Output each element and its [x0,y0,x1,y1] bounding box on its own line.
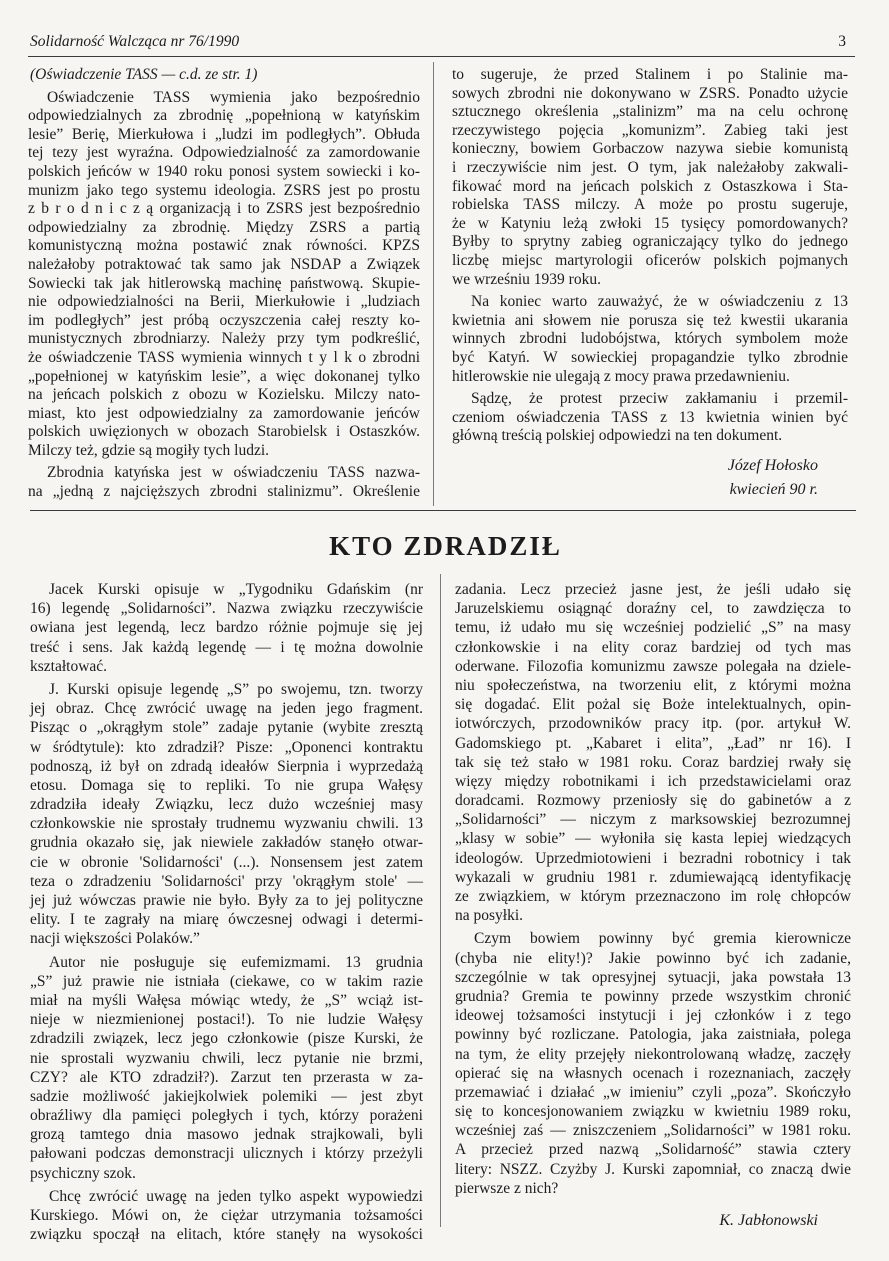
text-line: we wrześniu 1939 roku. [452,270,601,288]
text-line: „popełnionej w katyńskim lesie”, a więc dokonanej tylko [28,367,420,385]
section-rule [30,510,856,511]
bottom-article-right-column [455,580,851,1230]
top-article-right-column [452,66,848,502]
text-line: ze związkiem, w którym przeznaczono im rolę chłopców [455,888,851,905]
text-line: kształtować. [30,657,108,675]
text-line: grudnia? Gremia te powinny przede wszystkim chronić [455,987,851,1005]
paragraph [28,89,420,461]
publication-title: Solidarność Walcząca nr 76/1990 [30,33,240,50]
text-line: zadania. Lecz przecież jasne jest, że jeśli udało się [455,581,851,598]
text-line: Jacek Kurski opisuje w „Tygodniku Gdańskim (nr [49,581,423,598]
running-header [30,33,846,51]
text-line: oderwane. Filozofia komunizmu zawsze polegała na dziele- [455,657,851,675]
text-line: rzeczywistego pojęcia „komunizm”. Zabieg taki jest [452,121,848,139]
paragraph [30,580,423,676]
text-line: że w Katyniu leżą zwłoki 15 tysięcy pomordowanych? [452,214,848,232]
text-line: tej tezy jest wyraźna. Odpowiedzialność za zamordowanie [28,144,420,162]
text-line: nacji większości Polaków.” [30,930,200,948]
paragraph [30,1187,423,1245]
paragraph [30,953,423,1183]
text-line: przemawiać i działać „w imieniu” czyli „poza”. Skończyło [455,1083,851,1101]
text-line: na posyłki. [455,907,524,925]
text-line: Autor nie posługuje się eufemizmami. 13 grudnia [49,953,423,971]
text-line: jej już wówczas prawie nie było. Były za to jej polityczne [30,892,423,909]
paragraph [30,680,423,949]
text-line: owiana jest legendą, lecz bardzo różnie pojmuje się jej [30,619,423,637]
text-line: „S” już prawie nie istniała (ciekawe, co w takim razie [30,972,423,990]
paragraph [452,66,848,289]
text-line: odpowiedzialny za zbrodnię. Między ZSRS a partią [28,218,420,236]
text-line: pierwsze z nich? [455,1179,559,1197]
text-line: Czym bowiem powinny być gremia kierownicze [474,930,851,948]
text-line: 16) legendę „Solidarności”. Nazwa związku rzeczywiście [30,600,423,618]
text-line: Na koniec warto zauważyć, że w oświadczeniu z 13 [471,293,848,311]
text-line: kwietnia ani słowem nie porusza się też kwestii ukarania [452,311,848,329]
column-divider [433,62,434,506]
byline-author: K. Jabłonowski [719,1212,818,1229]
text-line: ideowej tożsamości instytucji i jej członków i z tego [455,1007,851,1025]
text-line: doradcami. Rozmowy przeniosły się do gabinetów a z [455,792,851,810]
text-line: czeniom oświadczenia TASS z 13 kwietnia winien być [452,408,848,426]
signature [452,454,848,502]
text-line: Jaruzelskiemu osiągnąć doraźny cel, to zawdzięcza to [455,600,851,618]
text-line: Pisząc o „okrągłym stole” zadaje pytanie (wybite zresztą [30,719,423,737]
text-line: CZY? ale KTO zdradził?). Zarzut ten przerasta w za- [30,1068,423,1086]
text-line: miast, kto jest odpowiedzialny za zamordowanie jeńców [28,404,420,422]
text-line: sztucznego określenia „stalinizm” ma na celu ochronę [452,103,848,121]
text-line: powinny być rozliczane. Patologia, jaka zaistniała, polega [455,1026,851,1044]
text-line: winnych zbrodni ludobójstwa, których symbolem może [452,330,848,348]
text-line: etosu. Domaga się to repliki. To nie grupa Wałęsy [30,776,423,794]
text-line: grudnia okazało się, jak niewiele zakładów stanęło otwar- [30,834,423,852]
text-line: Chcę zwrócić uwagę na jeden tylko aspekt wypowiedzi [49,1187,423,1205]
text-line: munizm jako tego systemu ideologia. ZSRS jest po prostu [28,181,420,199]
text-line: nie odpowiedzialności na Berii, Mierkułowie i „ludziach [28,293,420,311]
text-line: (chyba nie elity!)? Jakie powinno być ich zadanie, [455,949,851,967]
text-line: „Solidarności” — niczym z marksowskiej bezrozumnej [455,811,851,829]
text-line: Zbrodnia katyńska jest w oświadczeniu TASS nazwa- [47,464,420,482]
text-line: z b r o d n i c z ą organizacją i to ZSRS jest bezpośrednio [28,200,420,218]
text-line: A przecież przed nazwą „Solidarność” stawia cztery [455,1141,851,1159]
text-line: że oświadczenie TASS wymienia winnych t y l k o zbrodni [28,348,420,366]
text-line: odpowiedzialnych za zbrodnię „popełnioną w katyńskim [28,107,420,125]
text-line: polskich jeńców w 1940 roku ponosi system sowiecki i ko- [28,162,420,180]
text-line: robielska TASS milczy. A może po prostu sugeruje, [452,196,848,214]
text-line: iotwórczych, przodowników pracy itp. (por. artykuł W. [455,715,851,733]
text-line: fikować mord na jeńcach polskich z Ostaszkowa i Sta- [452,177,848,195]
signature-date: kwiecień 90 r. [729,480,818,498]
text-line: na jeńcach polskich z obozu w Kozielsku. Milczy nato- [28,386,420,404]
text-line: psychiczny szok. [30,1164,136,1182]
text-line: treść i sens. Jak każdą legendę — i tę można dowolnie [30,638,423,656]
text-line: i rzeczywiście nim jest. O tym, jak należałoby zakwali- [452,158,848,176]
text-line: im podległych” jest próbą oczyszczenia całej reszty ko- [28,311,420,329]
text-line: się to koncesjonowaniem związku w kwietniu 1989 roku, [455,1103,851,1121]
text-line: elity. I te zagrały na miarę ówczesnej odwagi i determi- [30,911,423,929]
page-number: 3 [838,33,846,50]
text-line: członkowskie i na elity coraz bardziej od tych mas [455,638,851,656]
text-line: wcześniej zaś — zniszczeniem „Solidarności” w 1981 roku. [455,1122,851,1140]
paragraph [452,293,848,386]
text-line: Kurskiego. Mówi on, że ciężar utrzymania tożsamości [30,1207,423,1224]
text-line: ideologów. Uprzedmiotowieni i bezradni robotnicy i tak [455,849,851,867]
text-line: opierać się na własnych ocenach i rozeznaniach, zaczęły [455,1064,851,1082]
text-line: główną treścią polskiej odpowiedzi na ten dokument. [452,427,783,445]
text-line: grozą tamtego dnia masowo jednak strajkowali, byli [30,1126,423,1144]
text-line: „klasy w sobie” — wyłoniła się kasta lepiej wiedzących [455,830,851,848]
text-line: Sądzę, że protest przeciw zakłamaniu i przemil- [471,390,848,408]
text-line: należałoby potraktować tak samo jak NSDAP a Związek [28,255,420,273]
article-title: KTO ZDRADZIŁ [329,531,562,561]
text-line: zdradziła ideały Związku, lecz dużo wcześniej masy [30,796,423,814]
text-line: Byłby to sprytny zabieg ograniczający tylko do jednego [452,233,848,251]
text-line: być Katyń. W sowieckiej propagandzie tylko zbrodnie [452,348,848,366]
text-line: jej obraz. Chcę zwrócić uwagę na jeden jego fragment. [30,700,423,718]
text-line: niu społeczeństwa, na tworzeniu elit, z którymi można [455,676,851,694]
text-line: cie w obronie 'Solidarności' (...). Nonsensem jest zatem [30,853,423,871]
text-line: sowych zbrodni nie dokonywano w ZSRS. Ponadto użycie [452,84,848,102]
text-line: teza o zdradzeniu 'Solidarności' przy 'okrągłym stole' — [30,872,423,890]
signature-author: Józef Hołosko [727,456,818,474]
text-line: komunistyczną można postawić znak równości. KPZS [28,237,420,255]
text-line: Oświadczenie TASS wymienia jako bezpośrednio [47,88,420,106]
paragraph [455,580,851,925]
text-line: na „jedną z najcięższych zbrodni stalinizmu”. Określenie [28,483,420,501]
top-article-left-column [28,66,420,502]
text-line: więzy między robotnikami i ich przedstawicielami oraz [455,772,851,790]
text-line: liczbę miejsc martyrologii oficerów polskich pojmanych [452,251,848,269]
continuation-note: (Oświadczenie TASS — c.d. ze str. 1) [30,66,258,83]
bottom-article-left-column [30,580,423,1244]
text-line: szczególnie w tak opresyjnej sytuacji, jaka powstała 13 [455,968,851,986]
text-line: tak się też stało w 1981 roku. Coraz bardziej rwały się [455,753,851,771]
paragraph [455,929,851,1198]
text-line: się dogadać. Elit pożal się Boże intelektualnych, opin- [455,696,851,714]
text-line: Sowiecki tak jak hitlerowską machinę państwową. Skupie- [28,274,420,292]
text-line: polskich uwięzionych w obozach Starobielsk i Ostaszków. [28,423,420,441]
text-line: nie sprostali wyzwaniu chwili, lecz pytanie nie brzmi, [30,1049,423,1067]
text-line: związku spoczął na elitach, które stanęły na wysokości [30,1226,423,1244]
text-line: J. Kurski opisuje legendę „S” po swojemu, tzn. tworzy [49,680,423,698]
text-line: członkowskie nie sprostały trudnemu wyzwaniu chwili. 13 [30,815,423,833]
text-line: miał na myśli Wałęsa mówiąc wtedy, że „S” wciąż ist- [30,991,423,1009]
text-line: zdradzili związek, lecz jego członkowie (pisze Kurski, że [30,1030,423,1048]
paragraph [452,390,848,446]
text-line: podnoszą, iż był on zdradą ideałów Sierpnia i wyprzedażą [30,757,423,775]
header-rule [28,56,855,57]
text-line: w śródtytule): kto zdradził? Pisze: „Oponenci kontraktu [30,738,423,756]
text-line: na tym, że elity przejęły niekontrolowaną władzę, zaczęły [455,1045,851,1063]
column-divider [440,574,441,1227]
text-line: temu, iż udało mu się wcześniej podzielić „S” na masy [455,619,851,637]
text-line: lesie” Berię, Mierkułowa i „ludzi im podległych”. Obłuda [28,125,420,143]
text-line: sadzie możliwość jakiejkolwiek polemiki — jest zbyt [30,1087,423,1105]
text-line: to sugeruje, że przed Stalinem i po Stalinie ma- [452,66,848,83]
text-line: pałowani podczas demonstracji ulicznych i którzy przeżyli [30,1145,423,1163]
text-line: wykazali w grudniu 1981 r. zdumiewającą identyfikację [455,868,851,886]
paragraph [28,464,420,501]
text-line: konieczny, bowiem Gorbaczow nazywa siebie komunistą [452,140,848,158]
text-line: munistycznych zbrodniarzy. Należy przy tym podkreślić, [28,330,420,348]
text-line: nieje w niezmienionej postaci!). To nie ludzie Wałęsy [30,1011,423,1029]
text-line: Milczy też, gdzie są mogiły tych ludzi. [28,441,270,459]
text-line: Gadomskiego pt. „Kabaret i elita”, „Ład” nr 16). I [455,734,851,752]
text-line: litery: NSZZ. Czyżby J. Kurski zapomniał, co znaczą dwie [455,1160,851,1178]
text-line: hitlerowskie nie ulegają z mocy prawa przedawnieniu. [452,367,790,385]
text-line: obraźliwy dla pamięci poległych i tych, którzy porażeni [30,1107,423,1125]
